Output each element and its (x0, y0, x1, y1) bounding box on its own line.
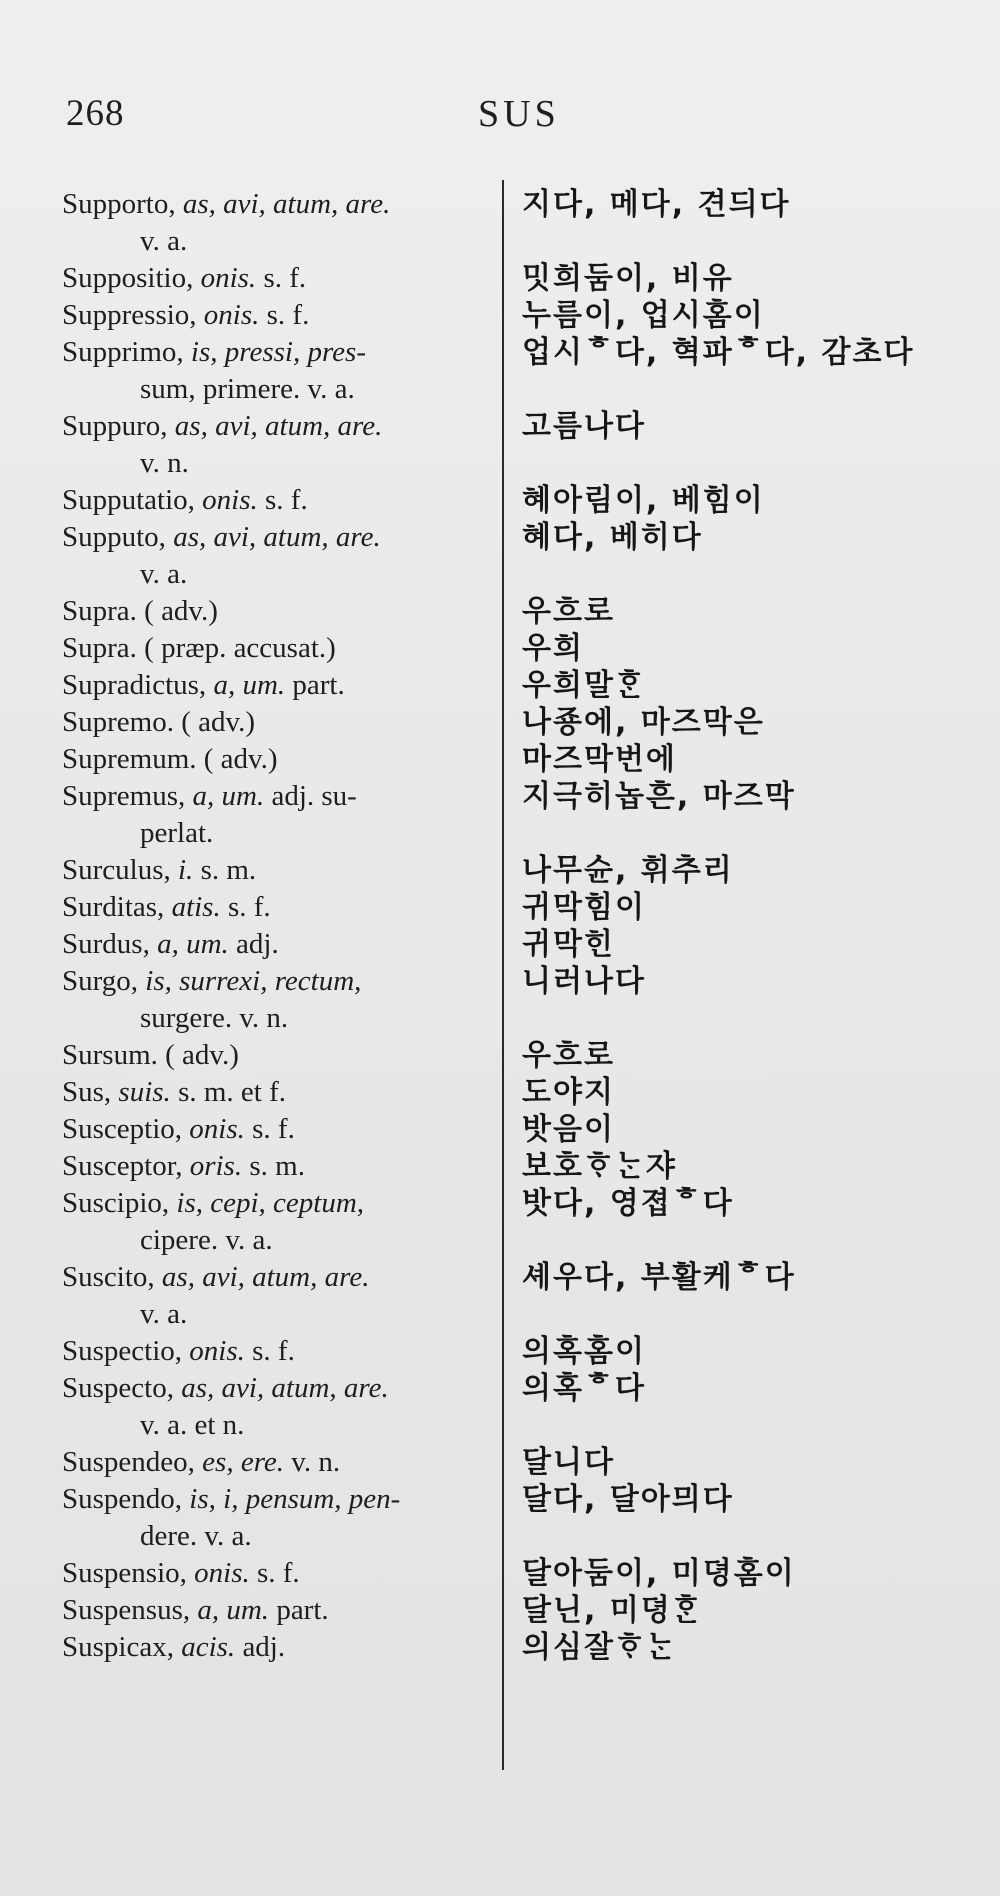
headword: Sursum. ( adv.) (62, 1039, 239, 1071)
inflection-forms: as, avi, atum, are. (173, 521, 381, 553)
dictionary-entry (0, 630, 1000, 667)
running-head: SUS (478, 93, 560, 135)
grammar-label: s. f. (244, 1335, 295, 1367)
latin-headword (62, 334, 502, 408)
dictionary-entry (0, 1185, 1000, 1259)
latin-headword (62, 1185, 502, 1259)
headword: Suscito, (62, 1261, 162, 1293)
headword: Suscipio, (62, 1187, 177, 1219)
grammar-label: part. (269, 1594, 329, 1626)
inflection-forms: is, cepi, ceptum, (176, 1187, 365, 1219)
page-number: 268 (66, 93, 125, 134)
grammar-label: s. f. (244, 1113, 295, 1145)
dictionary-entry (0, 1259, 1000, 1333)
inflection-forms: a, um. (157, 928, 229, 960)
entry-list (0, 186, 1000, 1666)
korean-translation: 니러나다 (522, 964, 646, 999)
latin-headword (62, 297, 502, 334)
headword: Suppuro, (62, 410, 175, 442)
latin-headword (62, 778, 502, 852)
dictionary-entry (0, 1592, 1000, 1629)
entry-continuation: cipere. v. a. (140, 1224, 273, 1256)
korean-translation: 우희말ᄒᆞᆫ (522, 668, 646, 703)
headword: Supputo, (62, 521, 174, 553)
korean-translation: 의심잘ᄒᆞᄂᆞᆫ (522, 1630, 677, 1665)
entry-continuation: v. a. (140, 225, 188, 257)
dictionary-entry (0, 1629, 1000, 1666)
korean-translation: 귀막힌 (522, 927, 615, 962)
headword: Suspecto, (62, 1372, 182, 1404)
dictionary-entry (0, 1111, 1000, 1148)
inflection-forms: atis. (171, 891, 221, 923)
dictionary-entry (0, 1444, 1000, 1481)
entry-continuation: v. a. (140, 1298, 188, 1330)
inflection-forms: as, avi, atum, are. (161, 1261, 370, 1293)
korean-translation: 지극히놉흔, 마즈막 (522, 779, 796, 814)
korean-translation: 의혹홈이 (522, 1334, 646, 1369)
korean-translation: 귀막힘이 (522, 890, 646, 925)
dictionary-entry (0, 1074, 1000, 1111)
latin-headword (62, 741, 502, 778)
korean-translation: 우희 (522, 631, 584, 666)
dictionary-entry (0, 778, 1000, 852)
inflection-forms: onis. (200, 262, 257, 294)
dictionary-entry (0, 852, 1000, 889)
inflection-forms: onis. (202, 484, 258, 516)
dictionary-entry (0, 1148, 1000, 1185)
inflection-forms: onis. (189, 1113, 245, 1145)
grammar-label: s. f. (249, 1557, 300, 1589)
grammar-label: adj. (228, 928, 279, 960)
korean-translation: 마즈막번에 (522, 742, 677, 777)
korean-translation: 도야지 (522, 1075, 615, 1110)
latin-headword (62, 1111, 502, 1148)
headword: Suppositio, (62, 262, 201, 294)
grammar-label: v. n. (284, 1446, 341, 1478)
inflection-forms: is, i, pensum, pen- (189, 1483, 401, 1515)
grammar-label: s. f. (257, 484, 308, 516)
inflection-forms: es, ere. (202, 1446, 285, 1478)
latin-headword (62, 1333, 502, 1370)
headword: Surgo, (62, 965, 146, 997)
korean-translation: 업시ᄒ다, 혁파ᄒ다, 감초다 (522, 335, 915, 370)
dictionary-entry (0, 926, 1000, 963)
headword: Suspectio, (62, 1335, 190, 1367)
entry-continuation: surgere. v. n. (140, 1002, 289, 1034)
inflection-forms: is, surrexi, rectum, (145, 965, 362, 997)
headword: Suspendo, (62, 1483, 190, 1515)
dictionary-entry (0, 334, 1000, 408)
inflection-forms: onis. (189, 1335, 245, 1367)
korean-translation: 우흐로 (522, 1038, 615, 1073)
inflection-forms: as, avi, atum, are. (182, 188, 391, 220)
entry-continuation: v. n. (140, 447, 189, 479)
entry-continuation: sum, primere. v. a. (140, 373, 355, 405)
entry-continuation: perlat. (140, 817, 214, 849)
headword: Supprimo, (62, 336, 191, 368)
korean-translation: 밧음이 (522, 1112, 615, 1147)
dictionary-entry (0, 1333, 1000, 1370)
dictionary-entry (0, 741, 1000, 778)
inflection-forms: acis. (181, 1631, 236, 1663)
grammar-label: adj. su- (264, 780, 357, 812)
entry-continuation: v. a. (140, 558, 188, 590)
latin-headword (62, 889, 502, 926)
dictionary-entry (0, 667, 1000, 704)
inflection-forms: a, um. (197, 1594, 270, 1626)
korean-translation: 나무슌, 휘추리 (522, 853, 734, 888)
dictionary-entry (0, 482, 1000, 519)
dictionary-entry (0, 260, 1000, 297)
latin-headword (62, 630, 502, 667)
dictionary-entry (0, 704, 1000, 741)
headword: Suspicax, (62, 1631, 182, 1663)
grammar-label: s. m. et f. (170, 1076, 286, 1108)
inflection-forms: as, avi, atum, are. (174, 410, 383, 442)
korean-translation: 셰우다, 부활케ᄒ다 (522, 1260, 796, 1295)
inflection-forms: a, um. (213, 669, 286, 701)
latin-headword (62, 926, 502, 963)
dictionary-entry (0, 519, 1000, 593)
grammar-label: s. f. (220, 891, 271, 923)
latin-headword (62, 1259, 502, 1333)
latin-headword (62, 1629, 502, 1666)
korean-translation: 보호ᄒᆞᄂᆞᆫ쟈 (522, 1149, 677, 1184)
dictionary-entry (0, 1481, 1000, 1555)
dictionary-entry (0, 1370, 1000, 1444)
headword: Supremus, (62, 780, 193, 812)
headword: Supremum. ( adv.) (62, 743, 278, 775)
grammar-label: s. m. (242, 1150, 305, 1182)
inflection-forms: is, pressi, pres- (190, 336, 366, 368)
korean-translation: 밧다, 영졉ᄒ다 (522, 1186, 734, 1221)
korean-translation: 달니다 (522, 1445, 615, 1480)
latin-headword (62, 1148, 502, 1185)
headword: Surditas, (62, 891, 172, 923)
korean-translation: 달아둠이, 미뎡홈이 (522, 1556, 796, 1591)
korean-translation: 밋희둠이, 비유 (522, 261, 734, 296)
headword: Supremo. ( adv.) (62, 706, 256, 738)
latin-headword (62, 1592, 502, 1629)
korean-translation: 달다, 달아믜다 (522, 1482, 734, 1517)
korean-translation: 혜아림이, 베힘이 (522, 483, 765, 518)
entry-continuation: v. a. et n. (140, 1409, 245, 1441)
latin-headword (62, 963, 502, 1037)
headword: Suppressio, (62, 299, 204, 331)
dictionary-entry (0, 1555, 1000, 1592)
korean-translation: 의혹ᄒ다 (522, 1371, 646, 1406)
headword: Susceptio, (62, 1113, 190, 1145)
latin-headword (62, 1074, 502, 1111)
latin-headword (62, 519, 502, 593)
korean-translation: 누름이, 업시홈이 (522, 298, 765, 333)
latin-headword (62, 593, 502, 630)
korean-translation: 혜다, 베히다 (522, 520, 703, 555)
grammar-label: adj. (235, 1631, 286, 1663)
inflection-forms: a, um. (192, 780, 265, 812)
grammar-label: s. f. (256, 262, 307, 294)
inflection-forms: suis. (118, 1076, 171, 1108)
latin-headword (62, 1037, 502, 1074)
dictionary-entry (0, 408, 1000, 482)
inflection-forms: i. (178, 854, 194, 886)
headword: Susceptor, (62, 1150, 190, 1182)
latin-headword (62, 1370, 502, 1444)
dictionary-entry (0, 186, 1000, 260)
page-header (0, 92, 1000, 142)
korean-translation: 우흐로 (522, 594, 615, 629)
dictionary-entry (0, 963, 1000, 1037)
latin-headword (62, 1555, 502, 1592)
latin-headword (62, 667, 502, 704)
latin-headword (62, 186, 502, 260)
dictionary-entry (0, 889, 1000, 926)
inflection-forms: onis. (194, 1557, 250, 1589)
headword: Supra. ( adv.) (62, 595, 218, 627)
latin-headword (62, 260, 502, 297)
latin-headword (62, 408, 502, 482)
inflection-forms: as, avi, atum, are. (181, 1372, 389, 1404)
headword: Surdus, (62, 928, 158, 960)
dictionary-entry (0, 593, 1000, 630)
dictionary-entry (0, 297, 1000, 334)
headword: Supradictus, (62, 669, 214, 701)
inflection-forms: onis. (203, 299, 260, 331)
latin-headword (62, 482, 502, 519)
korean-translation: 달닌, 미뎡ᄒᆞᆫ (522, 1593, 703, 1628)
grammar-label: s. m. (193, 854, 257, 886)
latin-headword (62, 852, 502, 889)
entry-continuation: dere. v. a. (140, 1520, 252, 1552)
korean-translation: 나죵에, 마즈막은 (522, 705, 765, 740)
grammar-label: s. f. (259, 299, 310, 331)
headword: Suspendeo, (62, 1446, 203, 1478)
headword: Sus, (62, 1076, 119, 1108)
headword: Suspensus, (62, 1594, 198, 1626)
inflection-forms: oris. (189, 1150, 243, 1182)
korean-translation: 지다, 메다, 견듸다 (522, 187, 791, 222)
headword: Supporto, (62, 188, 183, 220)
headword: Suspensio, (62, 1557, 195, 1589)
korean-translation: 고름나다 (522, 409, 646, 444)
headword: Surculus, (62, 854, 178, 886)
latin-headword (62, 704, 502, 741)
headword: Supra. ( præp. accusat.) (62, 632, 336, 664)
headword: Supputatio, (62, 484, 203, 516)
latin-headword (62, 1481, 502, 1555)
dictionary-entry (0, 1037, 1000, 1074)
grammar-label: part. (285, 669, 345, 701)
latin-headword (62, 1444, 502, 1481)
